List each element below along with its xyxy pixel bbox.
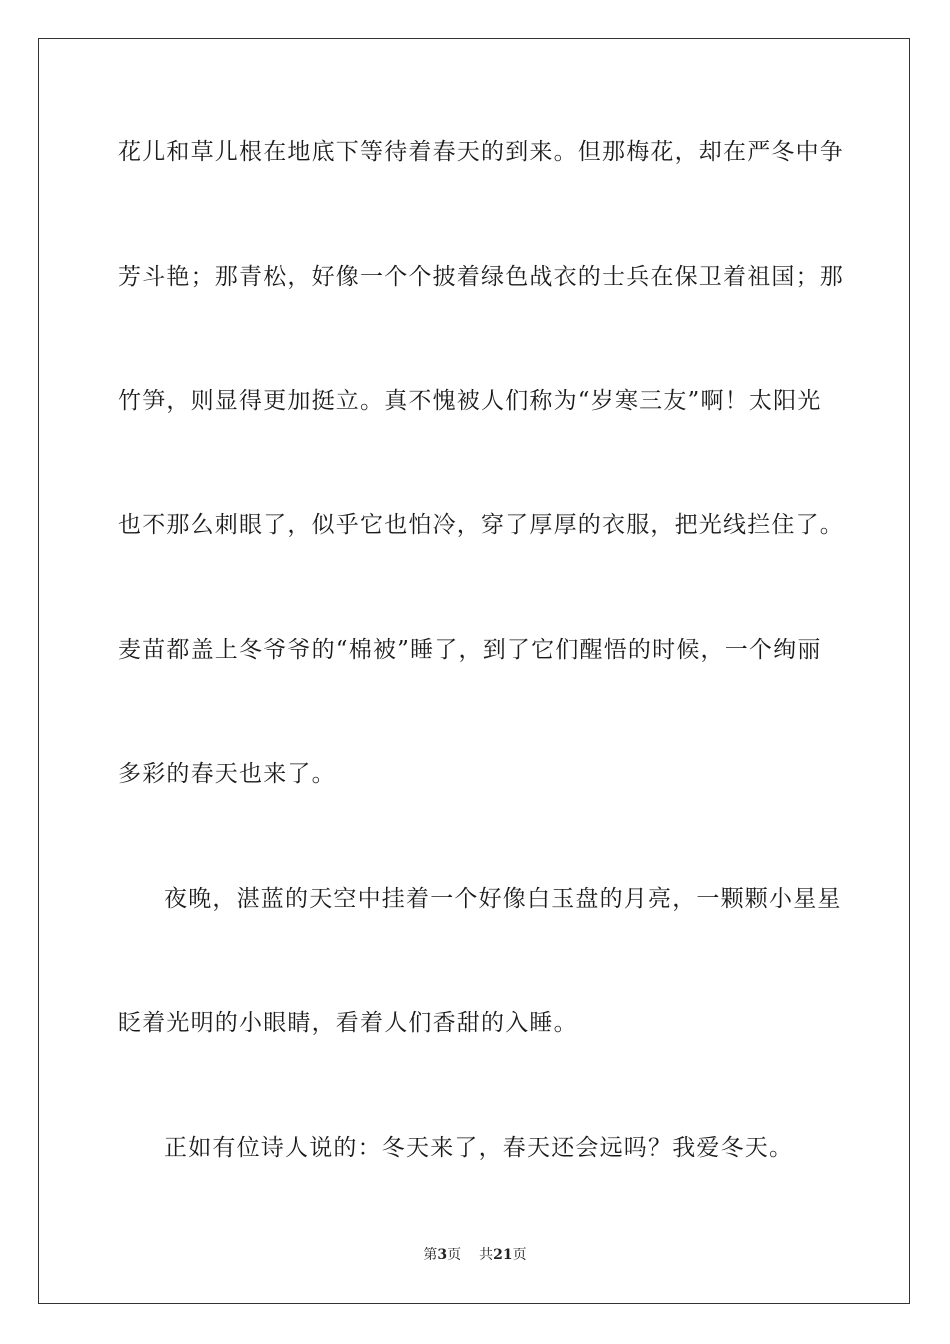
text-line: 多彩的春天也来了。 <box>118 761 336 787</box>
page-border <box>38 38 910 1304</box>
page-prefix: 第 <box>423 1247 438 1263</box>
total-prefix: 共 <box>479 1247 494 1263</box>
text-line: 也不那么刺眼了，似乎它也怕冷，穿了厚厚的衣服，把光线拦住了。 <box>118 512 844 538</box>
page-suffix: 页 <box>447 1247 462 1263</box>
text-line: 芳斗艳；那青松，好像一个个披着绿色战衣的士兵在保卫着祖国；那 <box>118 264 844 290</box>
text-line-paragraph-start: 正如有位诗人说的：冬天来了，春天还会远吗？我爱冬天。 <box>164 1135 794 1161</box>
text-line: 麦苗都盖上冬爷爷的“棉被”睡了，到了它们醒悟的时候，一个绚丽 <box>118 637 822 663</box>
text-line: 花儿和草儿根在地底下等待着春天的到来。但那梅花，却在严冬中争 <box>118 139 844 165</box>
text-line: 竹笋，则显得更加挺立。真不愧被人们称为“岁寒三友”啊！太阳光 <box>118 388 822 414</box>
text-line: 眨着光明的小眼睛，看着人们香甜的入睡。 <box>118 1010 578 1036</box>
text-line-paragraph-start: 夜晚，湛蓝的天空中挂着一个好像白玉盘的月亮，一颗颗小星星 <box>164 886 842 912</box>
total-suffix: 页 <box>512 1247 527 1263</box>
total-pages: 21 <box>493 1247 513 1263</box>
page-footer <box>0 1244 950 1264</box>
page-number: 3 <box>437 1247 448 1263</box>
